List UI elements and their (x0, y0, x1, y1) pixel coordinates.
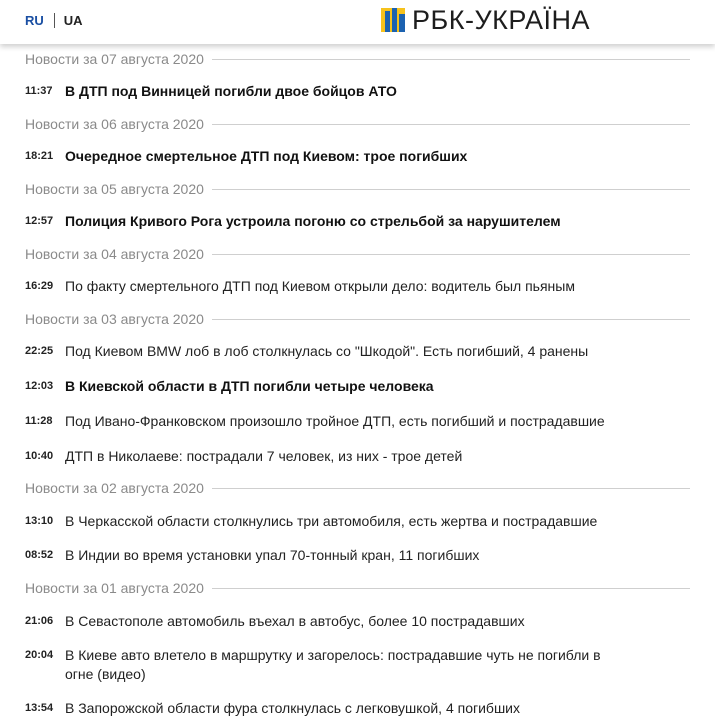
news-title-link[interactable]: Под Киевом BMW лоб в лоб столкнулась со "Шкодой". Есть погибший, 4 ранены (65, 343, 589, 359)
news-time: 10:40 (25, 450, 54, 462)
site-logo[interactable] (381, 6, 590, 34)
news-time: 21:06 (25, 615, 54, 627)
date-separator (25, 309, 690, 329)
news-time: 12:57 (25, 215, 54, 227)
news-title-link[interactable]: В Запорожской области фура столкнулась с легковушкой, 4 погибших (65, 700, 520, 716)
news-item[interactable] (25, 212, 675, 231)
news-item[interactable] (25, 82, 675, 101)
news-title-link[interactable]: В Киевской области в ДТП погибли четыре человека (65, 378, 434, 394)
language-switcher (25, 13, 83, 28)
lang-ua-link[interactable]: UA (63, 13, 83, 28)
news-title-link[interactable]: В Киеве авто влетело в маршрутку и загорелось: пострадавшие чуть не погибли в огне (видео) (65, 647, 601, 682)
news-item[interactable] (25, 277, 675, 296)
date-separator (25, 578, 690, 598)
logo-text: РБК-УКРАЇНА (412, 5, 591, 35)
news-item[interactable] (25, 412, 675, 431)
news-title-link[interactable]: В Черкасской области столкнулись три автомобиля, есть жертва и пострадавшие (65, 513, 598, 529)
news-title-link[interactable]: В Севастополе автомобиль въехал в автобус, более 10 пострадавших (65, 613, 525, 629)
news-item[interactable] (25, 342, 675, 361)
date-label: Новости за 03 августа 2020 (25, 311, 204, 327)
date-separator (25, 244, 690, 264)
date-label: Новости за 06 августа 2020 (25, 116, 204, 132)
news-item[interactable] (25, 612, 675, 631)
news-time: 18:21 (25, 150, 54, 162)
lang-ru-link[interactable]: RU (25, 13, 44, 28)
date-separator (25, 179, 690, 199)
news-item[interactable] (25, 646, 625, 684)
site-header (0, 0, 715, 44)
news-item[interactable] (25, 377, 675, 396)
news-title-link[interactable]: По факту смертельного ДТП под Киевом открыли дело: водитель был пьяным (65, 278, 575, 294)
news-item[interactable] (25, 546, 675, 565)
news-item[interactable] (25, 699, 675, 718)
logo-mark-icon (381, 8, 405, 32)
news-title-link[interactable]: В Индии во время установки упал 70-тонный кран, 11 погибших (65, 547, 480, 563)
news-time: 12:03 (25, 380, 54, 392)
date-label: Новости за 07 августа 2020 (25, 51, 204, 67)
news-item[interactable] (25, 512, 675, 531)
news-time: 20:04 (25, 649, 54, 661)
news-title-link[interactable]: В ДТП под Винницей погибли двое бойцов АТО (65, 83, 397, 99)
news-title-link[interactable]: Полиция Кривого Рога устроила погоню со стрельбой за нарушителем (65, 213, 561, 229)
date-label: Новости за 02 августа 2020 (25, 480, 204, 496)
news-title-link[interactable]: ДТП в Николаеве: пострадали 7 человек, из них - трое детей (65, 448, 463, 464)
news-time: 13:54 (25, 702, 54, 714)
lang-divider (54, 13, 55, 28)
date-separator (25, 114, 690, 134)
date-label: Новости за 01 августа 2020 (25, 580, 204, 596)
news-time: 13:10 (25, 515, 54, 527)
news-time: 11:37 (25, 85, 53, 97)
news-time: 22:25 (25, 345, 54, 357)
news-time: 11:28 (25, 415, 53, 427)
news-time: 16:29 (25, 280, 54, 292)
news-item[interactable] (25, 447, 675, 466)
date-separator (25, 478, 690, 498)
news-title-link[interactable]: Очередное смертельное ДТП под Киевом: трое погибших (65, 148, 468, 164)
date-separator (25, 49, 690, 69)
date-label: Новости за 04 августа 2020 (25, 246, 204, 262)
news-item[interactable] (25, 147, 675, 166)
news-time: 08:52 (25, 549, 54, 561)
news-title-link[interactable]: Под Ивано-Франковском произошло тройное ДТП, есть погибший и пострадавшие (65, 413, 605, 429)
date-label: Новости за 05 августа 2020 (25, 181, 204, 197)
